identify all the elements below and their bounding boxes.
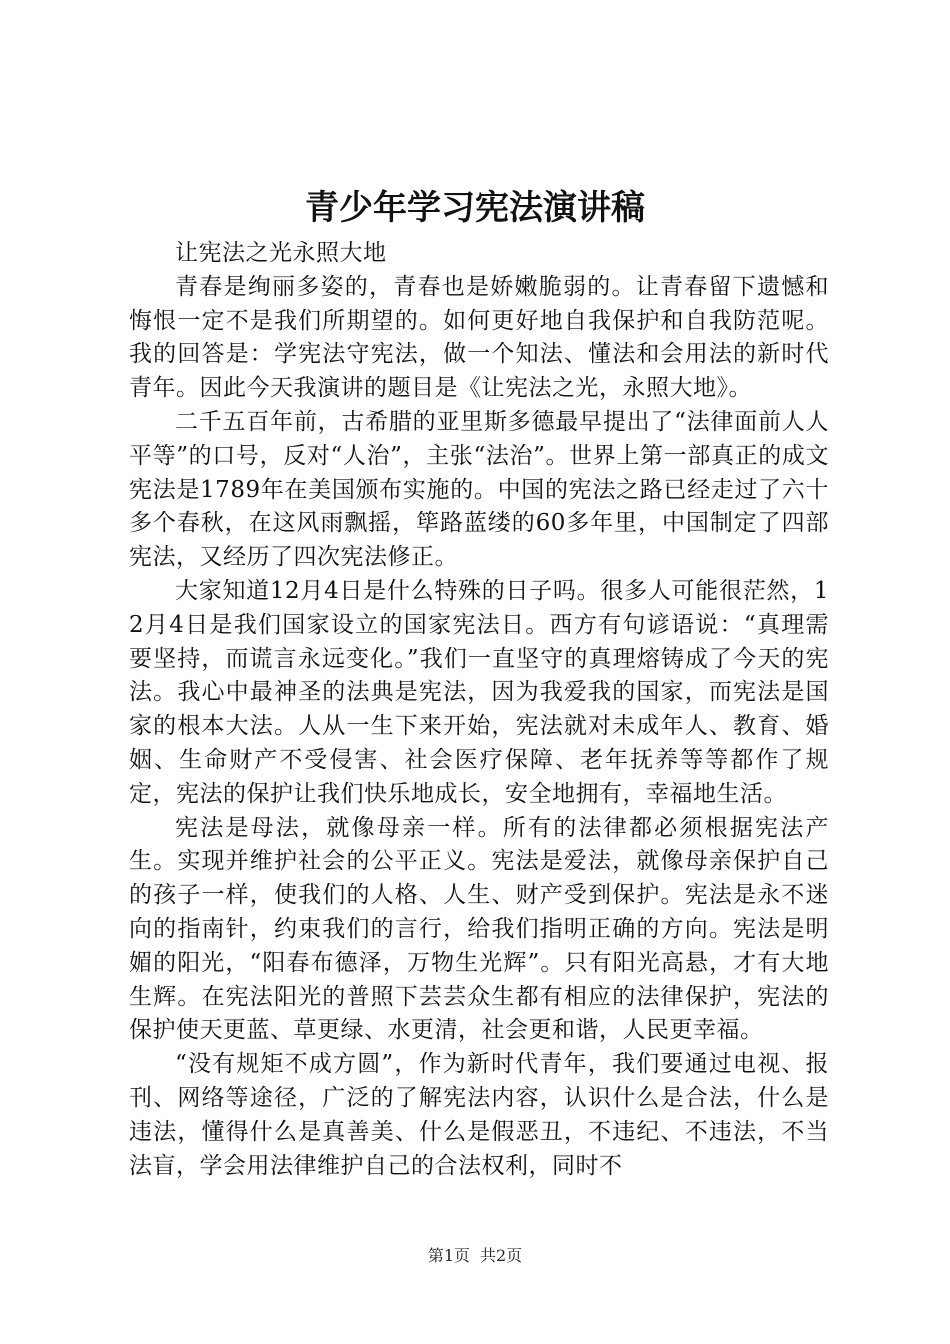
subtitle-paragraph: 让宪法之光永照大地 [175, 240, 387, 266]
page-total: 共2页 [480, 1246, 523, 1265]
body-paragraph: “没有规矩不成方圆”，作为新时代青年，我们要通过电视、报刊、网络等途径，广泛的了解宪法内容，认识什么是合法，什么是违法，懂得什么是真善美、什么是假恶丑，不违纪、不违法，不当法盲，学会用法律维护自己的合法权利，同时不 [129, 1051, 829, 1179]
document-body [129, 237, 829, 1183]
page-footer [0, 1245, 950, 1267]
body-paragraph: 青春是绚丽多姿的，青春也是娇嫩脆弱的。让青春留下遗憾和悔恨一定不是我们所期望的。如何更好地自我保护和自我防范呢。我的回答是：学宪法守宪法，做一个知法、懂法和会用法的新时代青年。因此今天我演讲的题目是《让宪法之光，永照大地》。 [129, 273, 829, 402]
body-paragraph: 大家知道12月4日是什么特殊的日子吗。很多人可能很茫然，12月4日是我们国家设立的国家宪法日。西方有句谚语说：“真理需要坚持，而谎言永远变化。”我们一直坚守的真理熔铸成了今天的宪法。我心中最神圣的法典是宪法，因为我爱我的国家，而宪法是国家的根本大法。人从一生下来开始，宪法就对未成年人、教育、婚姻、生命财产不受侵害、社会医疗保障、老年抚养等等都作了规定，宪法的保护让我们快乐地成长，安全地拥有，幸福地生活。 [129, 577, 829, 807]
document-title: 青少年学习宪法演讲稿 [305, 188, 645, 228]
body-paragraph: 二千五百年前，古希腊的亚里斯多德最早提出了“法律面前人人平等”的口号，反对“人治”，主张“法治”。世界上第一部真正的成文宪法是1789年在美国颁布实施的。中国的宪法之路已经走过了六十多个春秋，在这风雨飘摇，筚路蓝缕的60多年里，中国制定了四部宪法，又经历了四次宪法修正。 [129, 408, 829, 571]
body-paragraph: 宪法是母法，就像母亲一样。所有的法律都必须根据宪法产生。实现并维护社会的公平正义。宪法是爱法，就像母亲保护自己的孩子一样，使我们的人格、人生、财产受到保护。宪法是永不迷向的指南针，约束我们的言行，给我们指明正确的方向。宪法是明媚的阳光，“阳春布德泽，万物生光辉”。只有阳光高悬，才有大地生辉。在宪法阳光的普照下芸芸众生都有相应的法律保护，宪法的保护使天更蓝、草更绿、水更清，社会更和谐，人民更幸福。 [129, 814, 829, 1044]
page-number: 第1页 [427, 1246, 470, 1265]
